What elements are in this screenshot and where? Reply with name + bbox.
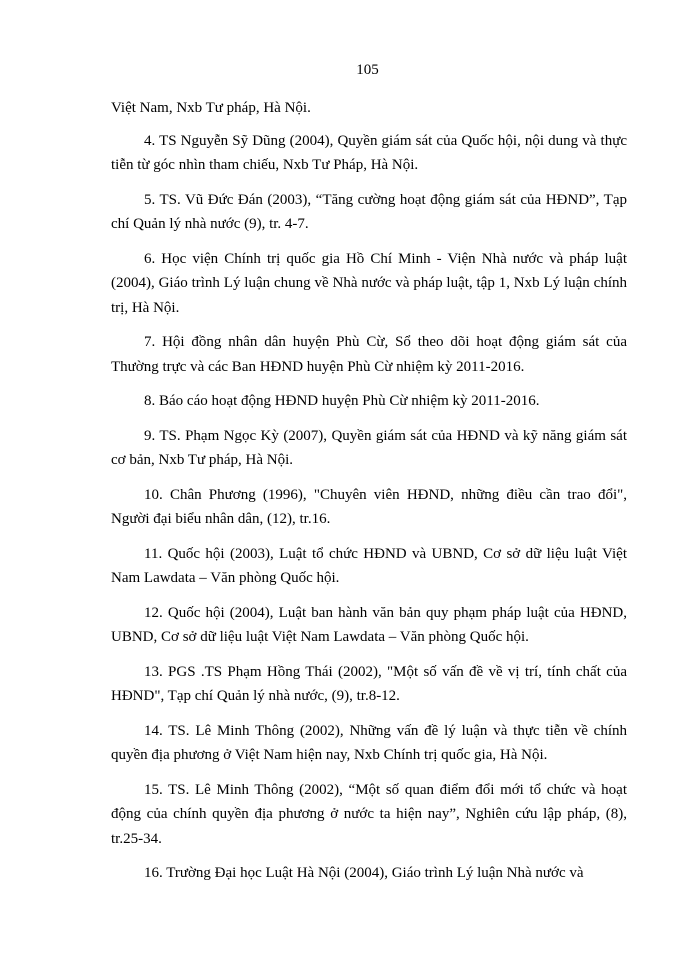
reference-item-8: 8. Báo cáo hoạt động HĐND huyện Phù Cừ nhiệm kỳ 2011-2016. (144, 393, 540, 409)
reference-item-5: 5. TS. Vũ Đức Đán (2003), “Tăng cường hoạt động giám sát của HĐND”, Tạp chí Quản lý nhà nước (9), tr. 4-7. (111, 191, 627, 232)
reference-item-11: 11. Quốc hội (2003), Luật tổ chức HĐND và UBND, Cơ sở dữ liệu luật Việt Nam Lawdata – Văn phòng Quốc hội. (111, 545, 627, 586)
reference-item-4: 4. TS Nguyễn Sỹ Dũng (2004), Quyền giám sát của Quốc hội, nội dung và thực tiễn từ góc nhìn tham chiếu, Nxb Tư Pháp, Hà Nội. (111, 132, 627, 173)
reference-item-13: 13. PGS .TS Phạm Hồng Thái (2002), "Một số vấn đề về vị trí, tính chất của HĐND", Tạp chí Quản lý nhà nước, (9), tr.8-12. (111, 663, 627, 704)
reference-item-9: 9. TS. Phạm Ngọc Kỳ (2007), Quyền giám sát của HĐND và kỹ năng giám sát cơ bản, Nxb Tư pháp, Hà Nội. (111, 427, 627, 468)
reference-item-14: 14. TS. Lê Minh Thông (2002), Những vấn đề lý luận và thực tiễn về chính quyền địa phương ở Việt Nam hiện nay, Nxb Chính trị quốc gia, Hà Nội. (111, 722, 627, 763)
reference-item-6: 6. Học viện Chính trị quốc gia Hồ Chí Minh - Viện Nhà nước và pháp luật (2004), Giáo trình Lý luận chung về Nhà nước và pháp luật, tập 1, Nxb Lý luận chính trị, Hà Nội. (111, 250, 627, 316)
reference-item-16: 16. Trường Đại học Luật Hà Nội (2004), Giáo trình Lý luận Nhà nước và (144, 865, 584, 881)
reference-item-12: 12. Quốc hội (2004), Luật ban hành văn bản quy phạm pháp luật của HĐND, UBND, Cơ sở dữ liệu luật Việt Nam Lawdata – Văn phòng Quốc hội. (111, 604, 627, 645)
reference-list (111, 96, 627, 896)
reference-item-7: 7. Hội đồng nhân dân huyện Phù Cừ, Sổ theo dõi hoạt động giám sát của Thường trực và các Ban HĐND huyện Phù Cừ nhiệm kỳ 2011-2016. (111, 334, 627, 375)
page-number: 105 (356, 62, 379, 78)
reference-item-15: 15. TS. Lê Minh Thông (2002), “Một số quan điểm đổi mới tổ chức và hoạt động của chính quyền địa phương ở nước ta hiện nay”, Nghiên cứu lập pháp, (8), tr.25-34. (111, 781, 627, 847)
reference-item-continued: Việt Nam, Nxb Tư pháp, Hà Nội. (111, 100, 311, 116)
reference-item-10: 10. Chân Phương (1996), "Chuyên viên HĐND, những điều cần trao đổi", Người đại biểu nhân dân, (12), tr.16. (111, 486, 627, 527)
